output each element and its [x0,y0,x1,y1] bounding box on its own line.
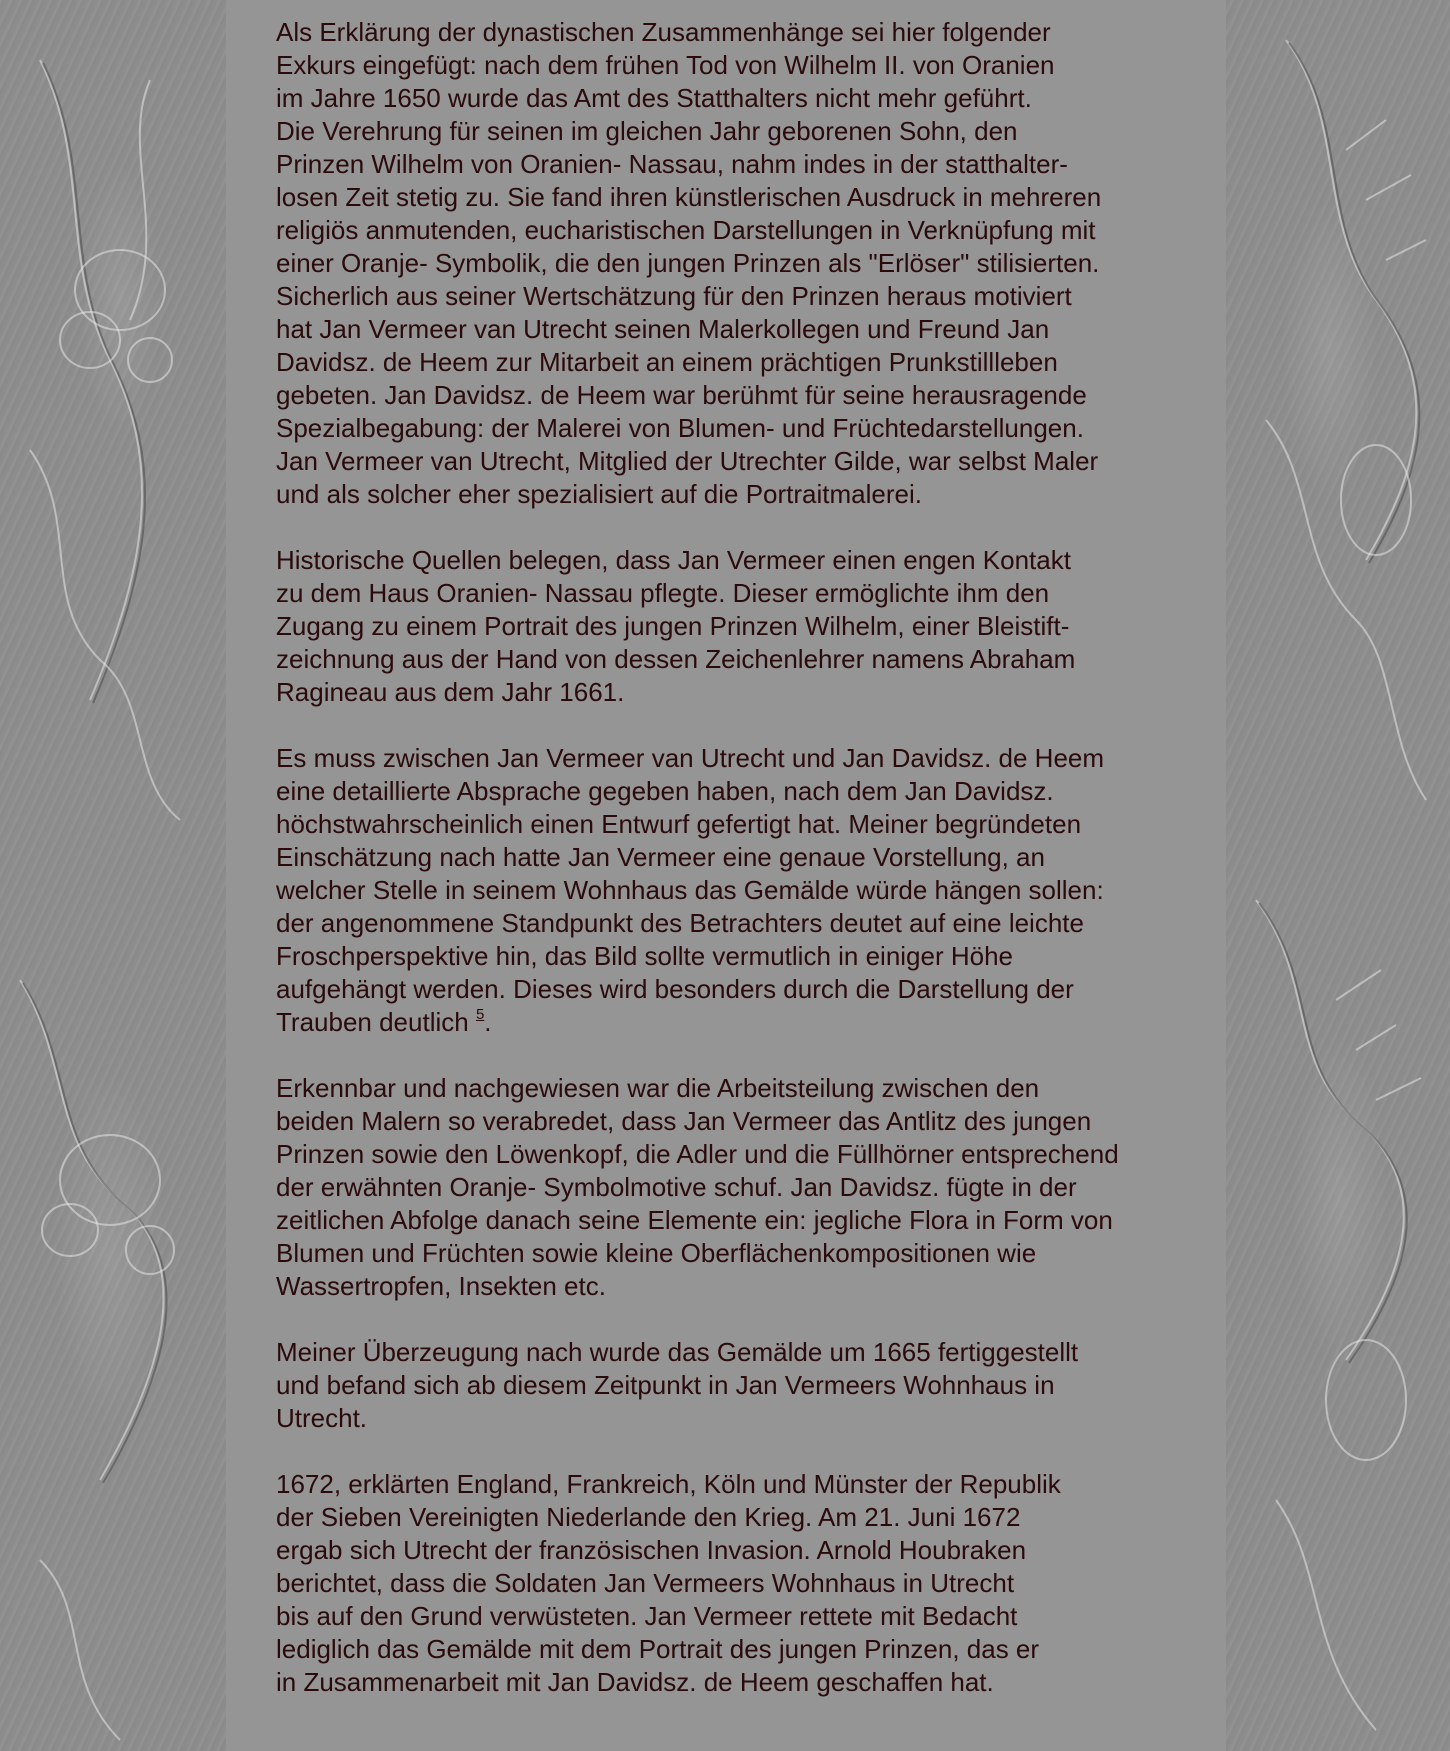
paragraph-agreement [276,742,1216,1039]
footnote-link[interactable]: 5 [475,1006,485,1023]
article-panel [226,0,1226,1751]
paragraph-division-of-labor: Erkennbar und nachgewiesen war die Arbeitsteilung zwischen den beiden Malern so verabredet, dass Jan Vermeer das Antlitz des jungen Prinzen sowie den Löwenkopf, die Adler und die Füllhörner entsprechend der erwähnten Oranje- Symbolmotive schuf. Jan Davidsz. fügte in der zeitlichen Abfolge danach seine Elemente ein: jegliche Flora in Form von Blumen und Früchten sowie kleine Oberflächenkompositionen wie Wassertropfen, Insekten etc. [276,1073,1119,1301]
paragraph-war-1672: 1672, erklärten England, Frankreich, Köln und Münster der Republik der Sieben Vereinigten Niederlande den Krieg. Am 21. Juni 1672 ergab sich Utrecht der französischen Invasion. Arnold Houbraken berichtet, dass die Soldaten Jan Vermeers Wohnhaus in Utrecht bis auf den Grund verwüsteten. Jan Vermeer rettete mit Bedacht lediglich das Gemälde mit dem Portrait des jungen Prinzen, das er in Zusammenarbeit mit Jan Davidsz. de Heem geschaffen hat. [276,1469,1061,1697]
paragraph-agreement-text: Es muss zwischen Jan Vermeer van Utrecht und Jan Davidsz. de Heem eine detaillierte Absprache gegeben haben, nach dem Jan Davidsz. höchstwahrscheinlich einen Entwurf gefertigt hat. Meiner begründeten Einschätzung nach hatte Jan Vermeer eine genaue Vorstellung, an welcher Stelle in seinem Wohnhaus das Gemälde würde hängen sollen: der angenommene Standpunkt des Betrachters deutet auf eine leichte Froschperspektive hin, das Bild sollte vermutlich in einiger Höhe aufgehängt werden. Dieses wird besonders durch die Darstellung der Trauben deutlich [276,743,1105,1037]
footnote-trailing-period: . [484,1007,492,1037]
right-decorative-relief [1226,0,1450,1751]
paragraph-completion: Meiner Überzeugung nach wurde das Gemälde um 1665 fertiggestellt und befand sich ab diesem Zeitpunkt in Jan Vermeers Wohnhaus in Utrecht. [276,1337,1079,1433]
left-decorative-relief [0,0,225,1751]
paragraph-historical-sources: Historische Quellen belegen, dass Jan Vermeer einen engen Kontakt zu dem Haus Oranien- Nassau pflegte. Dieser ermöglichte ihm den Zugang zu einem Portrait des jungen Prinzen Wilhelm, einer Bleistift- zeichnung aus der Hand von dessen Zeichenlehrer namens Abraham Ragineau aus dem Jahr 1661. [276,545,1076,707]
paragraph-dynastic-context: Als Erklärung der dynastischen Zusammenhänge sei hier folgender Exkurs eingefügt: nach dem frühen Tod von Wilhelm II. von Oranien im Jahre 1650 wurde das Amt des Statthalters nicht mehr geführt. Die Verehrung für seinen im gleichen Jahr geborenen Sohn, den Prinzen Wilhelm von Oranien- Nassau, nahm indes in der statthalter- losen Zeit stetig zu. Sie fand ihren künstlerischen Ausdruck in mehreren religiös anmutenden, eucharistischen Darstellungen in Verknüpfung mit einer Oranje- Symbolik, die den jungen Prinzen als "Erlöser" stilisierten. Sicherlich aus seiner Wertschätzung für den Prinzen heraus motiviert hat Jan Vermeer van Utrecht seinen Malerkollegen und Freund Jan Davidsz. de Heem zur Mitarbeit an einem prächtigen Prunkstillleben gebeten. Jan Davidsz. de Heem war berühmt für seine herausragende Spezialbegabung: der Malerei von Blumen- und Früchtedarstellungen. Jan Vermeer van Utrecht, Mitglied der Utrechter Gilde, war selbst Maler und als solcher eher spezialisiert auf die Portraitmalerei. [276,17,1102,509]
